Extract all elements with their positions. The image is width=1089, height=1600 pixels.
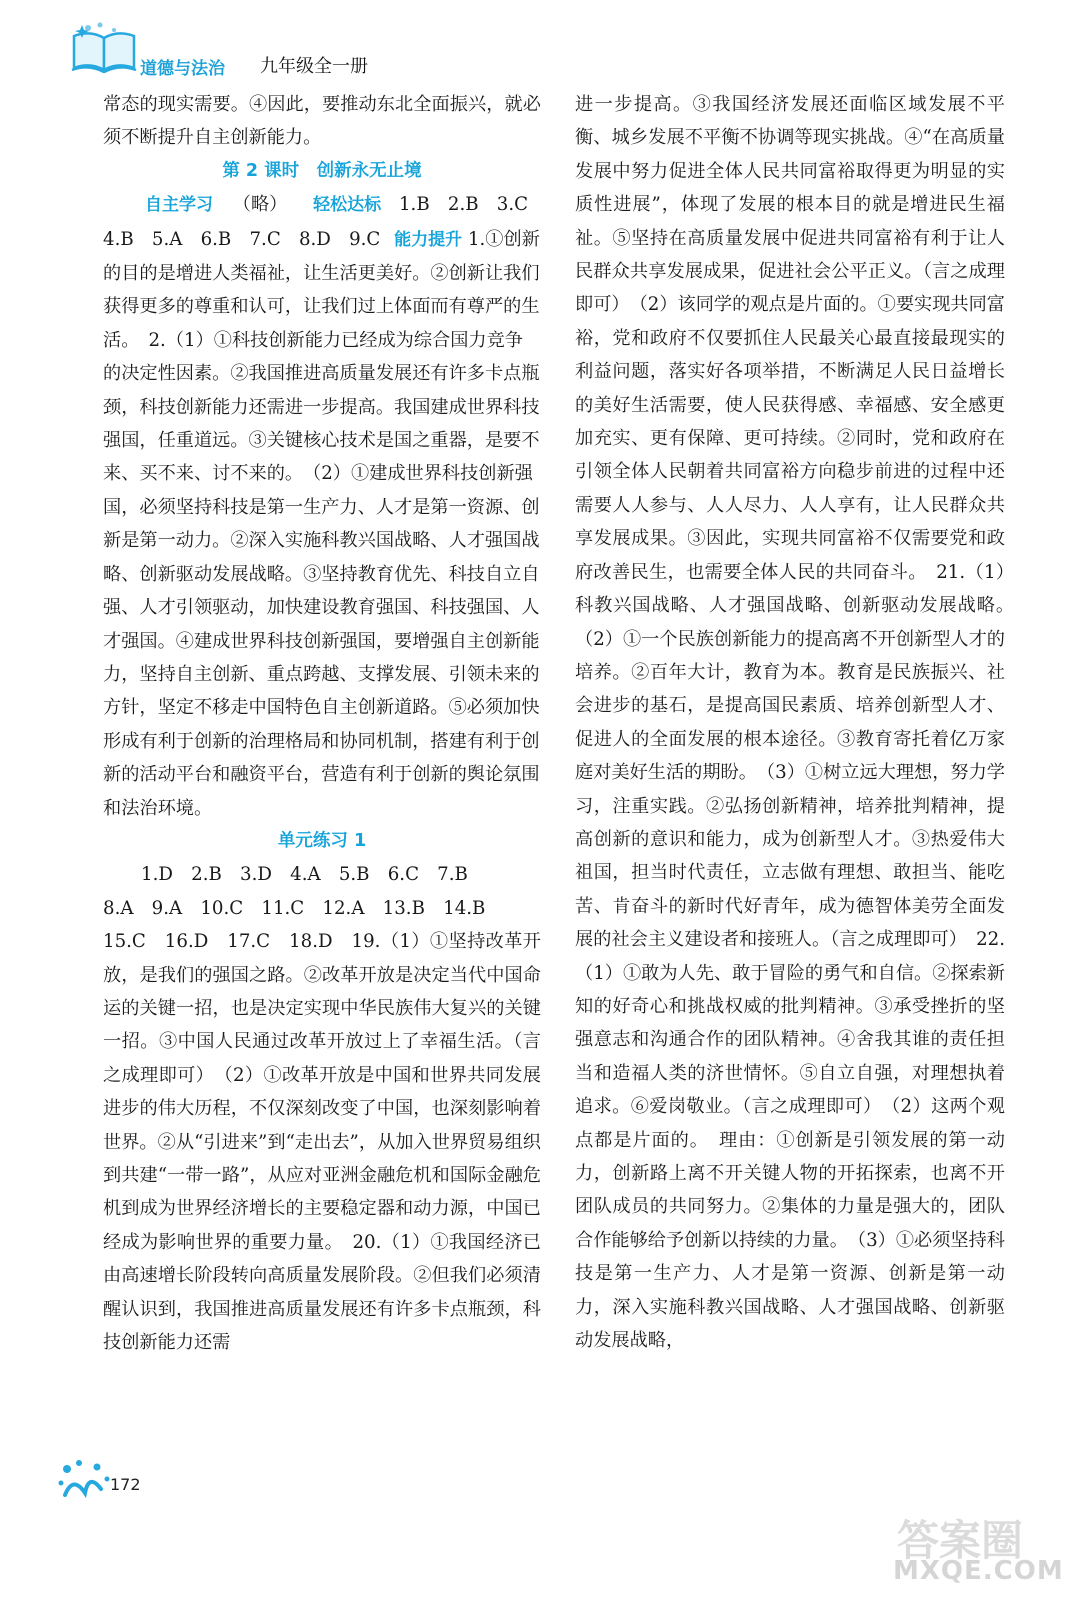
easy-section — [103, 188, 547, 825]
book-icon — [70, 22, 138, 74]
right-paragraph-1: 进一步提高。③我国经济发展还面临区域发展不平衡、城乡发展不平衡不协调等现实挑战。④“在高质量发展中努力促进全体人民共同富裕取得更为明显的实质性进展”，体现了发展的根本目的就是增进民生福祉。⑤坚持在高质量发展中促进共同富裕有利于让人民群众共享发展成果，促进社会公平正义。（言之成理即可） （2）该同学的观点是片面的。①要实现共同富裕，党和政府不仅要抓住人民最关心最直接最现实的利益问题，落实好各项举措，不断满足人民日益增长的美好生活需要，使人民获得感、幸福感、安全感更加充实、更有保障、更可持续。②同时，党和政府在引领全体人民朝着共同富裕方向稳步前进的过程中还需要人人参与、人人尽力、人人享有，让人民群众共享发展成果。③因此，实现共同富裕不仅需要党和政府改善民生，也需要全体人民的共同奋斗。 21.（1）科教兴国战略、人才强国战略、创新驱动发展战略。 （2）①一个民族创新能力的提高离不开创新型人才的培养。②百年大计，教育为本。教育是民族振兴、社会进步的基石，是提高国民素质、培养创新型人才、促进人的全面发展的根本途径。③教育寄托着亿万家庭对美好生活的期盼。 （3）①树立远大理想，努力学习，注重实践。②弘扬创新精神，培养批判精神，提高创新的意识和能力，成为创新型人才。③热爱伟大祖国，担当时代责任，立志做有理想、敢担当、能吃苦、肯奋斗的新时代好青年，成为德智体美劳全面发展的社会主义建设者和接班人。（言之成理即可） 22.（1）①敢为人先、敢于冒险的勇气和自信。②探索新知的好奇心和挑战权威的批判精神。③承受挫折的坚强意志和沟通合作的团队精神。④舍我其谁的责任担当和造福人类的济世情怀。⑤自立自强，对理想执着追求。⑥爱岗敬业。（言之成理即可） （2）这两个观点都是片面的。 理由：①创新是引领发展的第一动力，创新路上离不开关键人物的开拓探索，也离不开团队成员的共同努力。②集体的力量是强大的，团队合作能够给予创新以持续的力量。 （3）①必须坚持科技是第一生产力、人才是第一资源、创新是第一动力，深入实施科教兴国战略、人才强国战略、创新驱动发展战略， — [575, 94, 1024, 1352]
left-column — [103, 88, 547, 1359]
easy-answers: 1.B 2.B 3.C 4.B 5.A 6.B 7.C 8.D 9.C — [103, 194, 547, 250]
self-study-value: （略） — [232, 194, 288, 216]
watermark-logo: 答案圈 — [897, 1516, 1024, 1565]
unit-answers-3: 15.C 16.D 17.C 18.D 19.（1）①坚持改革开放，是我们的强国之路。②改革开放是决定当代中国命运的关键一招，也是决定实现中华民族伟大复兴的关键一招。③中国人民通过改革开放过上了幸福生活。（言之成理即可） （2）①改革开放是中国和世界共同发展进步的伟大历程，不仅深刻改变了中国，也深刻影响着世界。②从“引进来”到“走出去”，从加入世界贸易组织到共建“一带一路”，从应对亚洲金融危机和国际金融危机到成为世界经济增长的主要稳定器和动力源，中国已经成为影响世界的重要力量。 20.（1）①我国经济已由高速增长阶段转向高质量发展阶段。②但我们必须清醒认识到，我国推进高质量发展还有许多卡点瓶颈，科技创新能力还需 — [103, 931, 541, 1354]
right-column — [575, 88, 1024, 1357]
left-paragraph-1: 常态的现实需要。④因此，要推动东北全面振兴，就必须不断提升自主创新能力。 — [103, 94, 541, 149]
self-study-label: 自主学习 — [145, 195, 213, 216]
left-paragraph-2: 1.①创新的目的是增进人类福祉，让生活更美好。②创新让我们获得更多的尊重和认可，让我们过上体面而有尊严的生活。 2.（1）①科技创新能力已经成为综合国力竞争的决定性因素。②我国推进高质量发展还有许多卡点瓶颈，科技创新能力还需进一步提高。我国建成世界科技强国，任重道远。③关键核心技术是国之重器，是要不来、买不来、讨不来的。 （2）①建成世界科技创新强国，必须坚持科技是第一生产力、人才是第一资源、创新是第一动力。②深入实施科教兴国战略、人才强国战略、创新驱动发展战略。③坚持教育优先、科技自立自强、人才引领驱动，加快建设教育强国、科技强国、人才强国。④建成世界科技创新强国，要增强自主创新能力，坚持自主创新、重点跨越、支撑发展、引领未来的方针，坚定不移走中国特色自主创新道路。⑤必须加快形成有利于创新的治理格局和协同机制，搭建有利于创新的活动平台和融资平台，营造有利于创新的舆论氛围和法治环境。 — [103, 228, 540, 819]
page-number: 172 — [110, 1475, 141, 1494]
watermark — [885, 1508, 1065, 1593]
lesson-title: 第 2 课时 创新永无止境 — [222, 160, 422, 181]
unit-answers-1: 1.D 2.B 3.D 4.A 5.B 6.C 7.B — [141, 864, 468, 886]
page-header — [70, 22, 400, 82]
unit-title: 单元练习 1 — [277, 830, 367, 851]
subject-title: 道德与法治 — [140, 59, 225, 79]
water-splash-icon — [55, 1455, 115, 1505]
ability-label: 能力提升 — [394, 229, 463, 250]
watermark-site: MXQE.COM — [893, 1556, 1064, 1586]
easy-label: 轻松达标 — [313, 195, 382, 216]
unit-answers-2: 8.A 9.A 10.C 11.C 12.A 13.B 14.B — [103, 897, 486, 919]
grade-title: 九年级全一册 — [260, 56, 368, 77]
